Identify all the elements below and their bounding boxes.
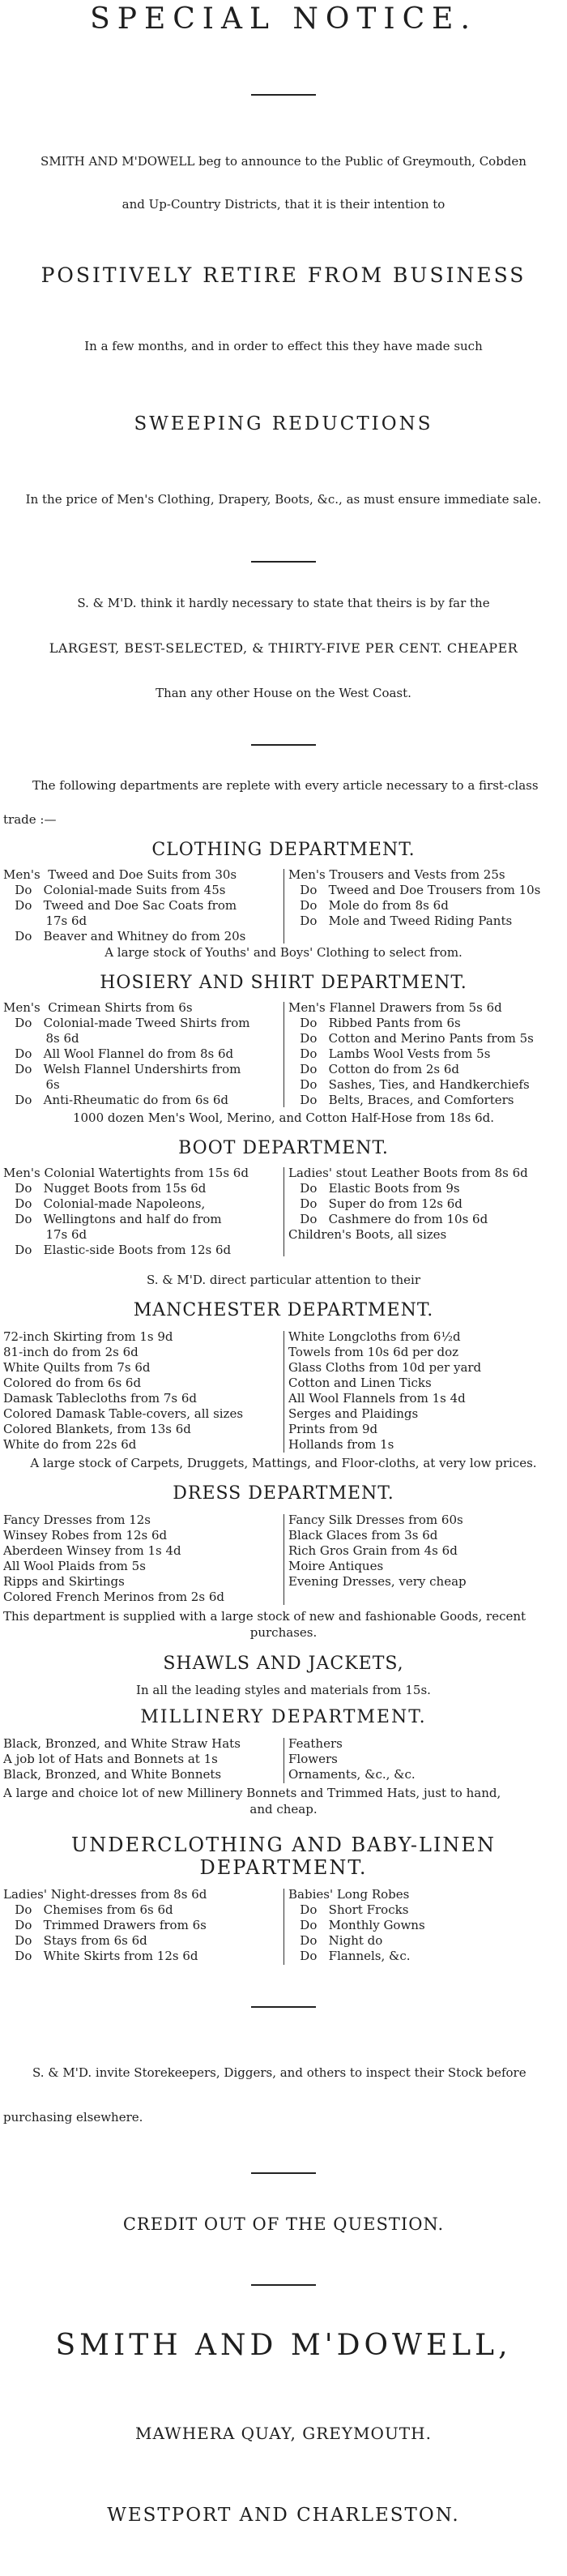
list-item: White Longcloths from 6½d bbox=[288, 1329, 461, 1344]
list-item: Ladies' stout Leather Boots from 8s 6d bbox=[288, 1166, 528, 1180]
clothing-department-title: CLOTHING DEPARTMENT. bbox=[151, 840, 416, 860]
list-item: 17s 6d bbox=[3, 1227, 87, 1242]
list-item: Do Trimmed Drawers from 6s bbox=[3, 1918, 207, 1932]
list-item: Do All Wool Flannel do from 8s 6d bbox=[3, 1046, 234, 1061]
boot-department-title: BOOT DEPARTMENT. bbox=[178, 1138, 389, 1158]
branches: WESTPORT AND CHARLESTON. bbox=[107, 2505, 460, 2526]
hosiery-right-list bbox=[288, 1000, 564, 1108]
list-item: Men's Trousers and Vests from 25s bbox=[288, 867, 505, 882]
list-item: 8s 6d bbox=[3, 1031, 79, 1046]
list-item: Moire Antiques bbox=[288, 1559, 384, 1573]
credit-notice: CREDIT OUT OF THE QUESTION. bbox=[122, 2214, 445, 2234]
list-item: Do White Skirts from 12s 6d bbox=[3, 1949, 198, 1963]
divider bbox=[251, 94, 316, 96]
list-item: Towels from 10s 6d per doz bbox=[288, 1345, 459, 1359]
list-item: Do Tweed and Doe Sac Coats from bbox=[3, 898, 237, 913]
months-line: In a few months, and in order to effect this they have made such bbox=[84, 339, 483, 353]
list-item: Do Ribbed Pants from 6s bbox=[288, 1016, 461, 1030]
invite-line-2: purchasing elsewhere. bbox=[3, 2110, 143, 2125]
manchester-right-list bbox=[288, 1329, 564, 1453]
list-item: Ripps and Skirtings bbox=[3, 1574, 125, 1589]
list-item: Men's Crimean Shirts from 6s bbox=[3, 1000, 193, 1015]
list-item: Colored do from 6s 6d bbox=[3, 1376, 142, 1390]
list-item: Do Wellingtons and half do from bbox=[3, 1212, 222, 1226]
divider bbox=[251, 2172, 316, 2174]
list-item: All Wool Plaids from 5s bbox=[3, 1559, 146, 1573]
list-item: Men's Tweed and Doe Suits from 30s bbox=[3, 867, 237, 882]
list-item: Colored Damask Table-covers, all sizes bbox=[3, 1406, 244, 1421]
list-item: Do Tweed and Doe Trousers from 10s bbox=[288, 883, 541, 897]
list-item: Do Cashmere do from 10s 6d bbox=[288, 1212, 488, 1226]
list-item: Do Welsh Flannel Undershirts from bbox=[3, 1062, 241, 1076]
hosiery-footer: 1000 dozen Men's Wool, Merino, and Cotton Half-Hose from 18s 6d. bbox=[72, 1110, 495, 1125]
list-item: Do Mole and Tweed Riding Pants bbox=[288, 914, 513, 928]
list-item: Fancy Dresses from 12s bbox=[3, 1513, 151, 1527]
shawls-line: In all the leading styles and materials from 15s. bbox=[136, 1683, 431, 1697]
list-item: Do Flannels, &c. bbox=[288, 1949, 411, 1963]
list-item: White Quilts from 7s 6d bbox=[3, 1360, 151, 1375]
list-item: Colored French Merinos from 2s 6d bbox=[3, 1590, 224, 1604]
statement-line-3: Than any other House on the West Coast. bbox=[156, 686, 411, 700]
list-item: Do Cotton do from 2s 6d bbox=[288, 1062, 459, 1076]
clothing-right-list bbox=[288, 867, 564, 929]
list-item: Black, Bronzed, and White Bonnets bbox=[3, 1767, 222, 1782]
hosiery-left-list bbox=[3, 1000, 275, 1108]
departments-intro-2: trade :— bbox=[3, 812, 57, 827]
shawls-title: SHAWLS AND JACKETS, bbox=[163, 1654, 404, 1674]
list-item: Do Elastic Boots from 9s bbox=[288, 1181, 460, 1196]
list-item: Flowers bbox=[288, 1752, 338, 1766]
divider bbox=[251, 744, 316, 746]
list-item: Serges and Plaidings bbox=[288, 1406, 419, 1421]
list-item: Do Stays from 6s 6d bbox=[3, 1933, 147, 1948]
millinery-department-title: MILLINERY DEPARTMENT. bbox=[140, 1707, 427, 1727]
list-item: Do Monthly Gowns bbox=[288, 1918, 425, 1932]
manchester-department-title: MANCHESTER DEPARTMENT. bbox=[133, 1300, 434, 1320]
list-item: Aberdeen Winsey from 1s 4d bbox=[3, 1543, 181, 1558]
millinery-footer-1: A large and choice lot of new Millinery Bonnets and Trimmed Hats, just to hand, bbox=[3, 1786, 501, 1800]
millinery-footer-2: and cheap. bbox=[249, 1802, 318, 1816]
list-item: Men's Colonial Watertights from 15s 6d bbox=[3, 1166, 249, 1180]
list-item: Do Elastic-side Boots from 12s 6d bbox=[3, 1243, 232, 1257]
underclothing-title-2: DEPARTMENT. bbox=[199, 1856, 368, 1879]
list-item: 17s 6d bbox=[3, 914, 87, 928]
list-item: All Wool Flannels from 1s 4d bbox=[288, 1391, 466, 1406]
notice-title: SPECIAL NOTICE. bbox=[90, 2, 477, 36]
underclothing-right-list bbox=[288, 1887, 564, 1964]
list-item: Do Colonial-made Tweed Shirts from bbox=[3, 1016, 250, 1030]
statement-line-2: LARGEST, BEST-SELECTED, & THIRTY-FIVE PER CENT. CHEAPER bbox=[49, 640, 518, 656]
dress-footer-1: This department is supplied with a large stock of new and fashionable Goods, recent bbox=[3, 1609, 526, 1624]
manchester-left-list bbox=[3, 1329, 275, 1453]
list-item: Black, Bronzed, and White Straw Hats bbox=[3, 1736, 241, 1751]
list-item: White do from 22s 6d bbox=[3, 1437, 137, 1452]
headline-retire: POSITIVELY RETIRE FROM BUSINESS bbox=[40, 263, 526, 287]
divider bbox=[251, 2006, 316, 2008]
list-item: Do Beaver and Whitney do from 20s bbox=[3, 929, 246, 944]
list-item: Babies' Long Robes bbox=[288, 1887, 410, 1902]
departments-intro-1: The following departments are replete with every article necessary to a first-class bbox=[32, 778, 539, 793]
list-item: Fancy Silk Dresses from 60s bbox=[288, 1513, 463, 1527]
intro-line-2: and Up-Country Districts, that it is their intention to bbox=[122, 197, 446, 212]
firm-name: SMITH AND M'DOWELL, bbox=[55, 2329, 512, 2362]
divider bbox=[251, 561, 316, 563]
underclothing-left-list bbox=[3, 1887, 275, 1964]
list-item: Do Colonial-made Napoleons, bbox=[3, 1196, 206, 1211]
list-item: Do Cotton and Merino Pants from 5s bbox=[288, 1031, 534, 1046]
list-item: Damask Tablecloths from 7s 6d bbox=[3, 1391, 198, 1406]
intro-line-1: SMITH AND M'DOWELL beg to announce to the Public of Greymouth, Cobden bbox=[40, 154, 526, 169]
manchester-footer: A large stock of Carpets, Druggets, Mattings, and Floor-cloths, at very low prices. bbox=[30, 1456, 537, 1470]
list-item: Colored Blankets, from 13s 6d bbox=[3, 1422, 191, 1436]
headline-reductions: SWEEPING REDUCTIONS bbox=[134, 413, 433, 434]
dress-footer-2: purchases. bbox=[249, 1625, 318, 1640]
list-item: Do Anti-Rheumatic do from 6s 6d bbox=[3, 1093, 229, 1107]
list-item: Do Super do from 12s 6d bbox=[288, 1196, 463, 1211]
list-item: A job lot of Hats and Bonnets at 1s bbox=[3, 1752, 218, 1766]
list-item: Ladies' Night-dresses from 8s 6d bbox=[3, 1887, 207, 1902]
list-item: Glass Cloths from 10d per yard bbox=[288, 1360, 482, 1375]
dress-left-list bbox=[3, 1513, 275, 1605]
list-item: Do Chemises from 6s 6d bbox=[3, 1902, 173, 1917]
list-item: Rich Gros Grain from 4s 6d bbox=[288, 1543, 458, 1558]
list-item: Do Colonial-made Suits from 45s bbox=[3, 883, 226, 897]
underclothing-title-1: UNDERCLOTHING AND BABY-LINEN bbox=[71, 1834, 496, 1856]
divider bbox=[251, 2284, 316, 2286]
list-item: Evening Dresses, very cheap bbox=[288, 1574, 467, 1589]
price-line: In the price of Men's Clothing, Drapery, Boots, &c., as must ensure immediate sale. bbox=[25, 492, 542, 507]
address: MAWHERA QUAY, GREYMOUTH. bbox=[135, 2424, 432, 2443]
list-item: Do Nugget Boots from 15s 6d bbox=[3, 1181, 207, 1196]
list-item: Do Belts, Braces, and Comforters bbox=[288, 1093, 514, 1107]
list-item: Hollands from 1s bbox=[288, 1437, 394, 1452]
list-item: Do Sashes, Ties, and Handkerchiefs bbox=[288, 1077, 530, 1092]
hosiery-department-title: HOSIERY AND SHIRT DEPARTMENT. bbox=[100, 973, 467, 993]
list-item: Do Night do bbox=[288, 1933, 383, 1948]
clothing-footer: A large stock of Youths' and Boys' Clothing to select from. bbox=[104, 945, 463, 960]
millinery-left-list bbox=[3, 1736, 275, 1782]
list-item: Prints from 9d bbox=[288, 1422, 378, 1436]
boot-left-list bbox=[3, 1166, 275, 1258]
list-item: Do Short Frocks bbox=[288, 1902, 409, 1917]
list-item: 6s bbox=[3, 1077, 60, 1092]
list-item: Do Mole do from 8s 6d bbox=[288, 898, 449, 913]
list-item: 72-inch Skirting from 1s 9d bbox=[3, 1329, 173, 1344]
dress-right-list bbox=[288, 1513, 564, 1590]
list-item: Children's Boots, all sizes bbox=[288, 1227, 447, 1242]
millinery-right-list bbox=[288, 1736, 564, 1782]
boot-footer: S. & M'D. direct particular attention to their bbox=[146, 1273, 420, 1287]
list-item: Cotton and Linen Ticks bbox=[288, 1376, 432, 1390]
list-item: Do Lambs Wool Vests from 5s bbox=[288, 1046, 491, 1061]
list-item: Ornaments, &c., &c. bbox=[288, 1767, 416, 1782]
statement-line-1: S. & M'D. think it hardly necessary to state that theirs is by far the bbox=[77, 596, 490, 610]
list-item: Feathers bbox=[288, 1736, 343, 1751]
list-item: Black Glaces from 3s 6d bbox=[288, 1528, 438, 1543]
list-item: 81-inch do from 2s 6d bbox=[3, 1345, 139, 1359]
invite-line-1: S. & M'D. invite Storekeepers, Diggers, and others to inspect their Stock before bbox=[32, 2065, 526, 2080]
list-item: Men's Flannel Drawers from 5s 6d bbox=[288, 1000, 502, 1015]
clothing-left-list bbox=[3, 867, 275, 944]
boot-right-list bbox=[288, 1166, 564, 1243]
list-item: Winsey Robes from 12s 6d bbox=[3, 1528, 168, 1543]
dress-department-title: DRESS DEPARTMENT. bbox=[173, 1483, 394, 1504]
